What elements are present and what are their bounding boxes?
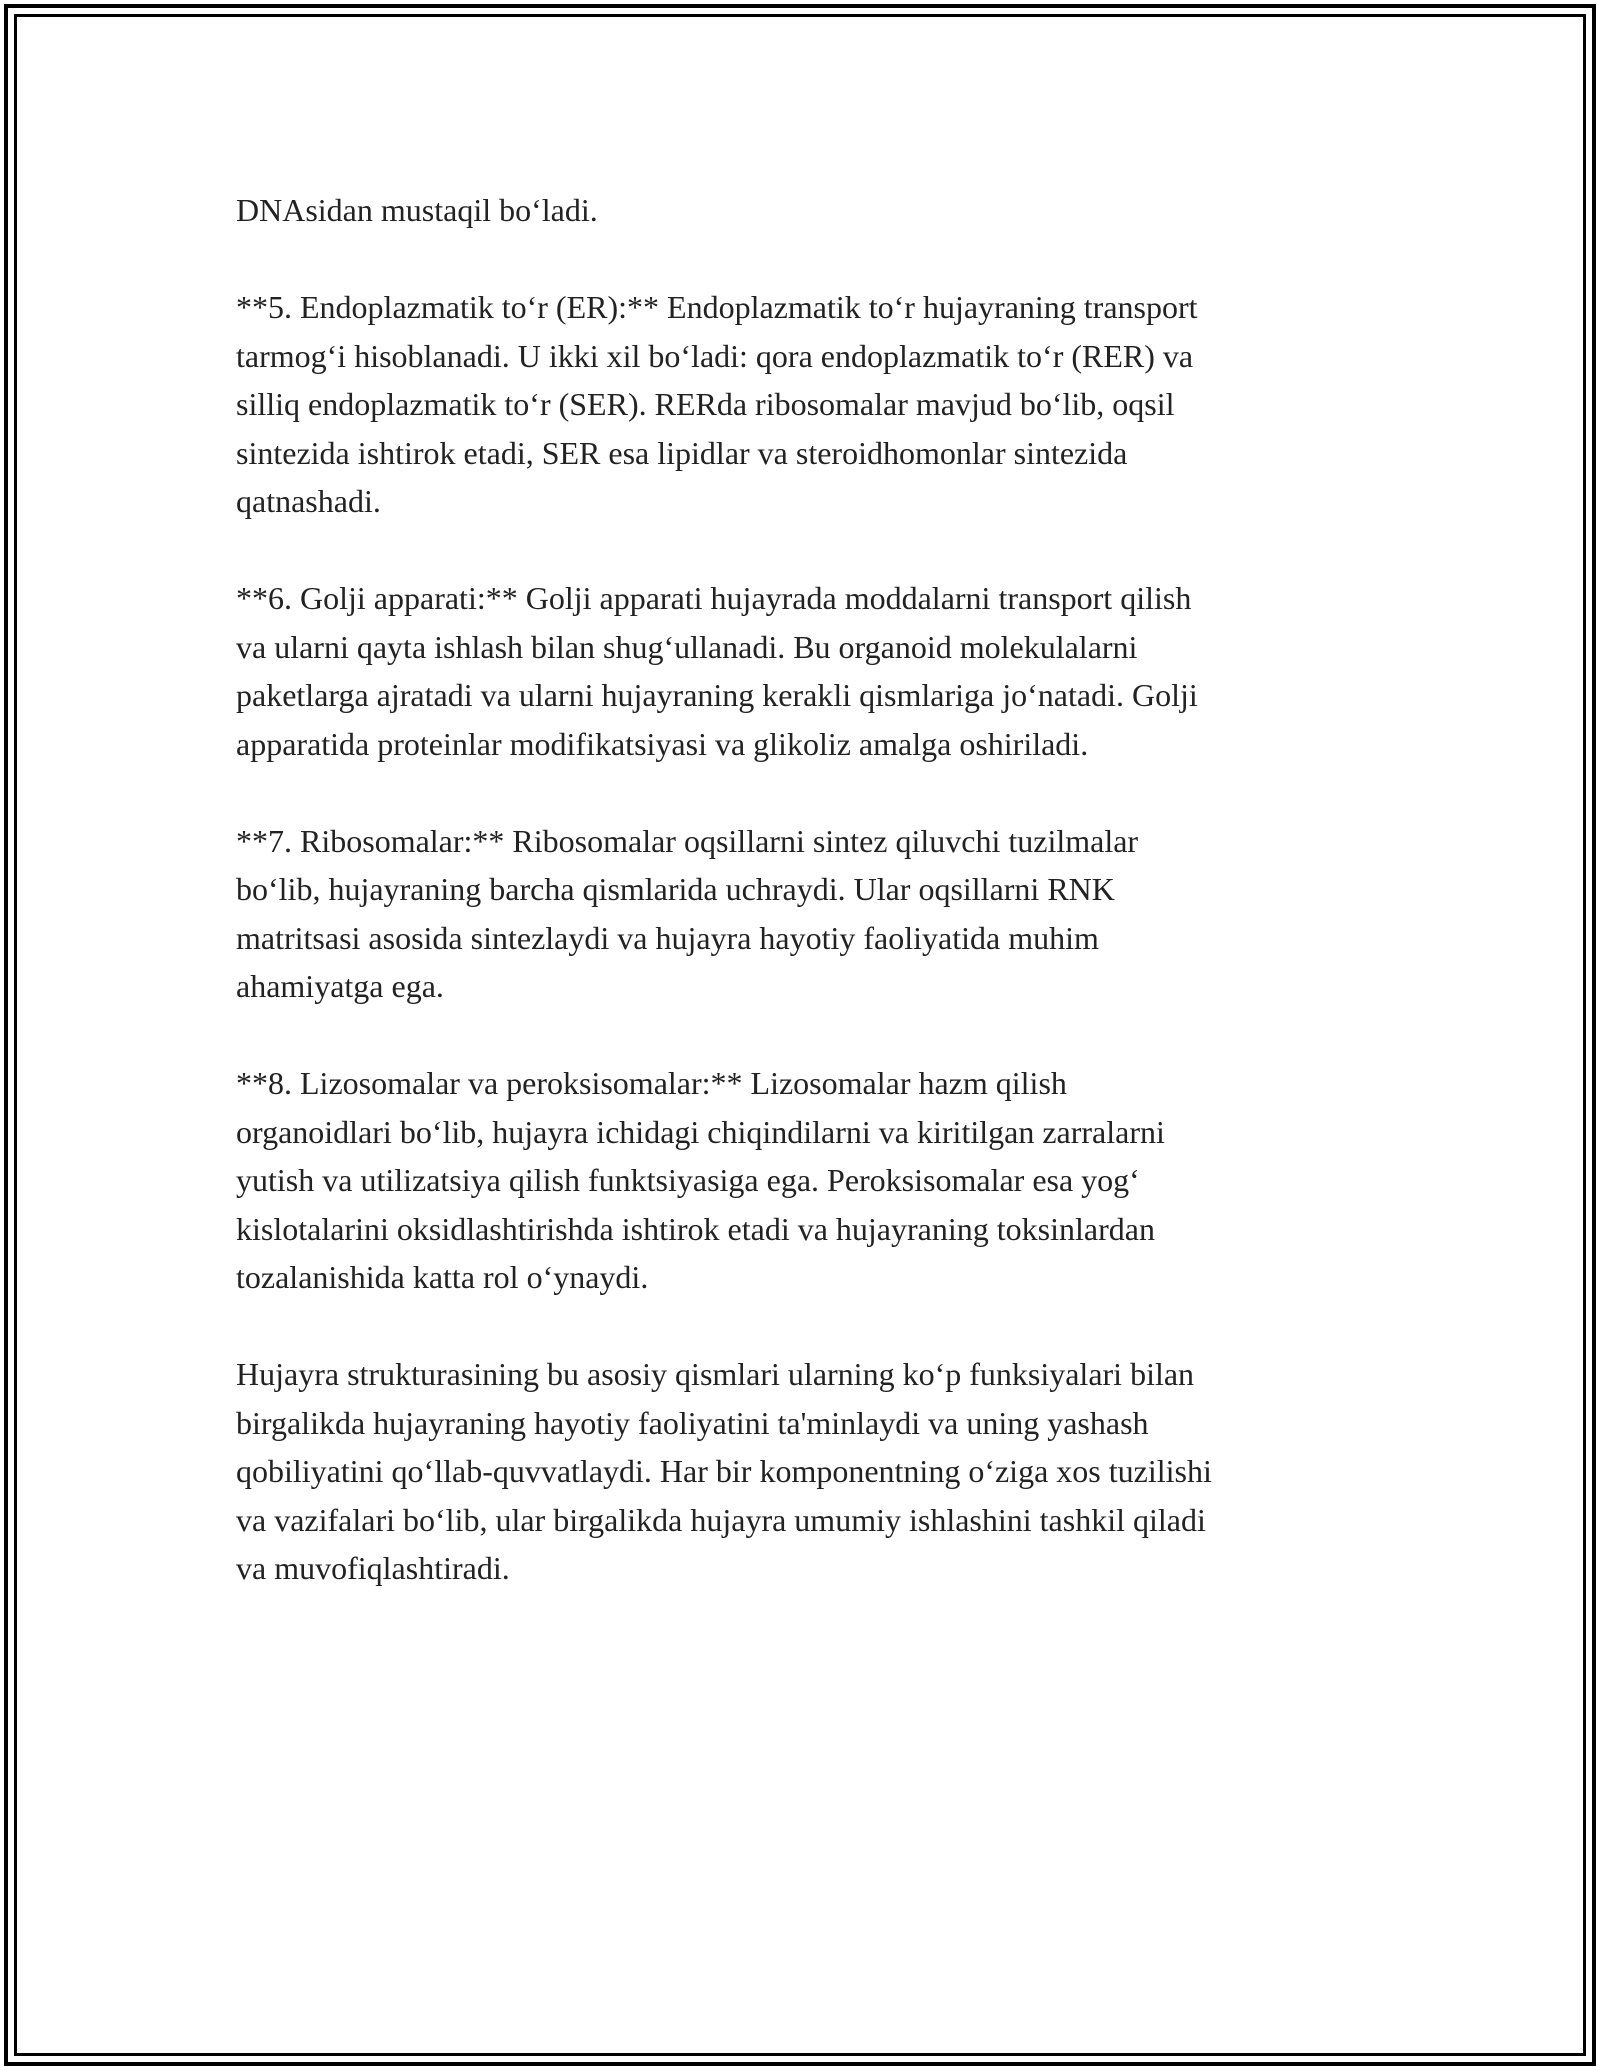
paragraph-conclusion: Hujayra strukturasining bu asosiy qismlari ularning ko‘p funksiyalari bilan birgalikda hujayraning hayotiy faoliyatini ta'minlaydi va uning yashash qobiliyatini qo‘llab-quvvatlaydi. Har bir komponentning o‘ziga xos tuzilishi va vazifalari bo‘lib, ular birgalikda hujayra umumiy ishlashini tashkil qiladi va muvofiqlashtiradi. [236,1356,1212,1586]
paragraph-lysosomes-peroxisomes: **8. Lizosomalar va peroksisomalar:** Lizosomalar hazm qilish organoidlari bo‘lib, hujayra ichidagi chiqindilarni va kiritilgan zarralarni yutish va utilizatsiya qilish funktsiyasiga ega. Peroksisomalar esa yog‘ kislotalarini oksidlashtirishda ishtirok etadi va hujayraning toksinlardan tozalanishida katta rol o‘ynaydi. [236,1065,1165,1295]
paragraph-golgi-apparatus: **6. Golji apparati:** Golji apparati hujayrada moddalarni transport qilish va ularni qayta ishlash bilan shug‘ullanadi. Bu organoid molekulalarni paketlarga ajratadi va ularni hujayraning kerakli qismlariga jo‘natadi. Golji apparatida proteinlar modifikatsiyasi va glikoliz amalga oshiriladi. [236,580,1198,762]
paragraph-ribosomes: **7. Ribosomalar:** Ribosomalar oqsillarni sintez qiluvchi tuzilmalar bo‘lib, hujayraning barcha qismlarida uchraydi. Ular oqsillarni RNK matritsasi asosida sintezlaydi va hujayra hayotiy faoliyatida muhim ahamiyatga ega. [236,822,1139,1004]
document-body [236,186,1376,1641]
paragraph-continuation: DNAsidan mustaqil bo‘ladi. [236,192,598,228]
paragraph-endoplasmic-reticulum: **5. Endoplazmatik to‘r (ER):** Endoplazmatik to‘r hujayraning transport tarmog‘i hisoblanadi. U ikki xil bo‘ladi: qora endoplazmatik to‘r (RER) va silliq endoplazmatik to‘r (SER). RERda ribosomalar mavjud bo‘lib, oqsil sintezida ishtirok etadi, SER esa lipidlar va steroidhomonlar sintezida qatnashadi. [236,289,1198,519]
